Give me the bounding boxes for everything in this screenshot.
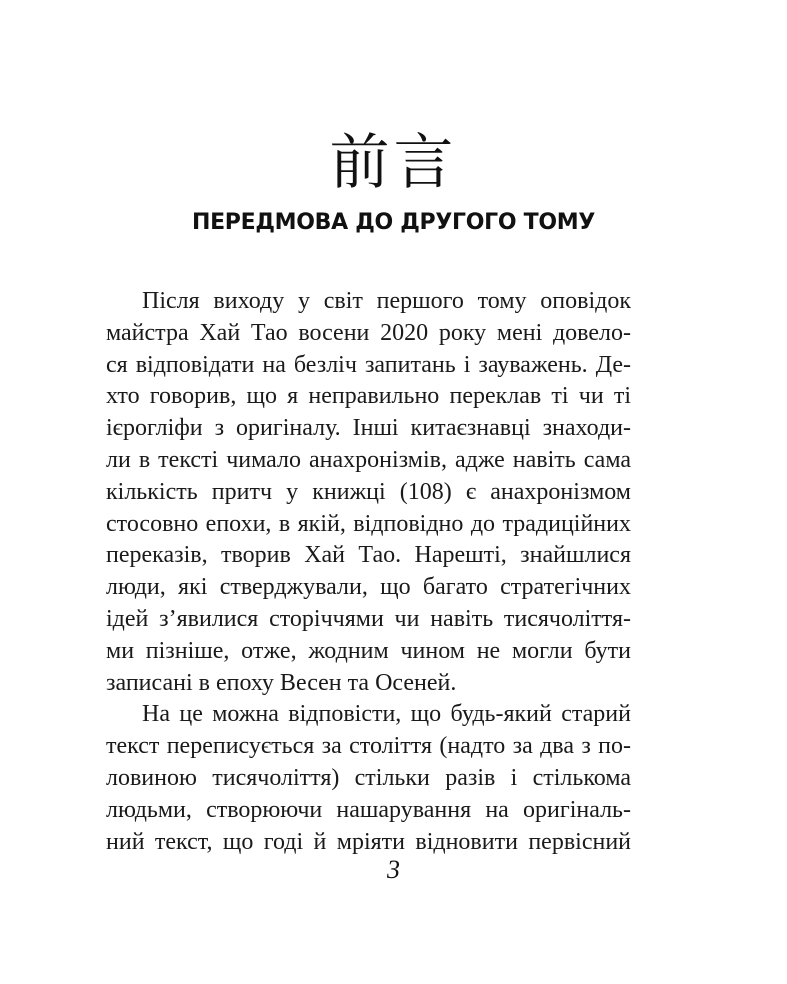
text-line: На це можна відповісти, що будь-який старий: [142, 701, 631, 728]
text-line: ідей з’явилися сторіччями чи навіть тисячоліття-: [106, 605, 631, 632]
paragraph-1: [106, 286, 631, 699]
text-line: люди, які стверджували, що багато стратегічних: [106, 574, 631, 601]
text-line: переказів, творив Хай Тао. Нарешті, знайшлися: [106, 542, 631, 569]
text-line: ся відповідати на безліч запитань і зауважень. Де-: [106, 351, 631, 378]
text-line: ловиною тисячоліття) стільки разів і стількома: [106, 764, 631, 791]
paragraph-2: [106, 699, 631, 858]
text-line: текст переписується за століття (надто за два з по-: [106, 733, 631, 760]
text-line: ми пізніше, отже, жодним чином не могли бути: [106, 637, 631, 664]
text-line: ієрогліфи з оригіналу. Інші китаєзнавці знаходи-: [106, 415, 631, 442]
text-line: Після виходу у світ першого тому оповідок: [142, 288, 631, 314]
text-line: людьми, створюючи нашарування на оригіналь-: [106, 796, 631, 823]
text-line: ний текст, що годі й мріяти відновити первісний: [106, 828, 631, 855]
text-line: записані в епоху Весен та Осеней.: [106, 669, 457, 696]
text-line: хто говорив, що я неправильно переклав ті чи ті: [106, 383, 631, 410]
text-line: кількість притч у книжці (108) є анахронізмом: [106, 478, 631, 505]
text-line: майстра Хай Тао восени 2020 року мені довело-: [106, 319, 631, 346]
body-text: [106, 286, 631, 858]
text-line: стосовно епохи, в якій, відповідно до традиційних: [106, 510, 631, 537]
text-line: ли в тексті чимало анахронізмів, адже навіть сама: [106, 446, 631, 473]
page-number: 3: [387, 855, 400, 884]
section-subtitle: ПЕРЕДМОВА ДО ДРУГОГО ТОМУ: [191, 210, 596, 235]
chinese-title: 前言: [329, 128, 458, 198]
